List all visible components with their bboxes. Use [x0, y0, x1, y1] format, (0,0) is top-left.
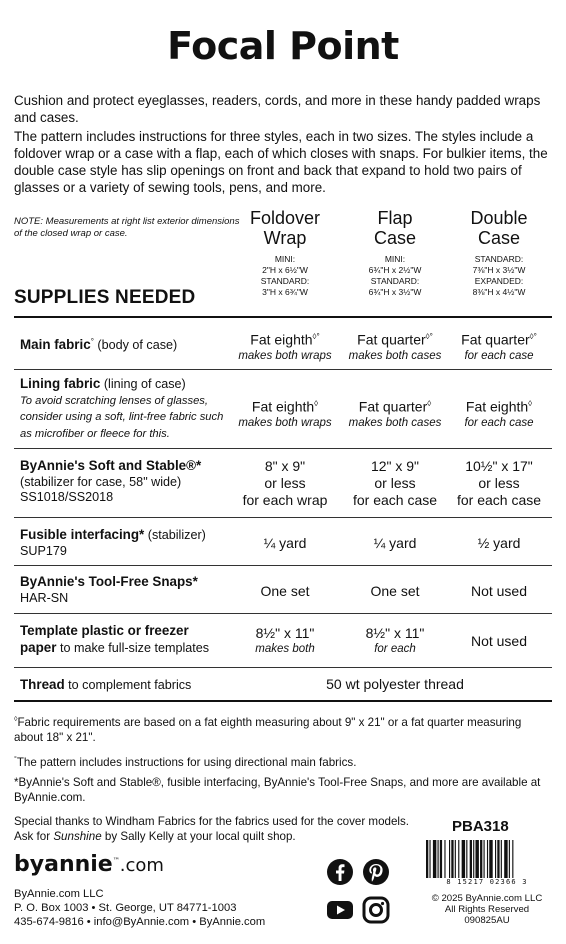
cell-stabilizer-double: 10½" x 17" or less for each case — [456, 458, 542, 508]
row-label-tool-free-snaps: ByAnnie's Tool-Free Snaps* HAR-SN — [20, 574, 198, 605]
barcode-bar — [429, 840, 430, 878]
cell-thread-all: 50 wt polyester thread — [326, 676, 464, 692]
size-dimension: 3"H x 6¾"W — [262, 287, 308, 297]
barcode-bar — [509, 840, 510, 878]
barcode-bar — [438, 840, 439, 878]
cell-stabilizer-wrap: 8" x 9" or less for each wrap — [242, 458, 328, 508]
barcode-bar — [512, 840, 513, 878]
barcode-bar — [433, 840, 436, 878]
cell-template-flap: 8½" x 11" for each — [365, 625, 425, 655]
row-label-thread: Thread to complement fabrics — [20, 677, 192, 692]
barcode-bar — [489, 840, 492, 878]
table-divider — [14, 700, 552, 702]
cell-snaps-double: Not used — [470, 583, 528, 599]
barcode-bar — [504, 840, 507, 878]
footnote-fabric-requirements: ◊Fabric requirements are based on a fat eighth measuring about 9" x 21" or a fat quarter measuring about 18" x 21". — [14, 715, 522, 744]
barcode-bar — [451, 840, 453, 878]
cell-lining-wrap: Fat eighth◊ makes both wraps — [238, 398, 332, 429]
cell-template-wrap: 8½" x 11" makes both — [255, 625, 315, 655]
size-label: MINI: — [384, 254, 406, 264]
size-dimension: 7⅜"H x 3½"W — [472, 265, 526, 275]
intro-paragraph-2: The pattern includes instructions for three styles, each in two sizes. The styles include a foldover wrap or a case with a flap, each of which closes with snaps. For bulkier items, the double case style has slip openings on front and back that expand to hold two pairs of glasses or a variety of sewing tools, pens, and more. — [14, 129, 548, 195]
intro-paragraph-1: Cushion and protect eyeglasses, readers, cords, and more in these handy padded wraps and cases. — [14, 93, 541, 125]
row-label-main-fabric: Main fabric° (body of case) — [20, 337, 178, 353]
barcode-number: 8 15217 02366 3 — [446, 878, 528, 886]
barcode-bar — [458, 840, 459, 878]
barcode-bar — [470, 840, 472, 878]
row-label-soft-and-stable: ByAnnie's Soft and Stable®* (stabilizer for case, 58" wide) SS1018/SS2018 — [20, 458, 202, 504]
size-label: STANDARD: — [260, 276, 310, 286]
cell-fusible-flap: ¼ yard — [373, 535, 417, 551]
instagram-icon[interactable] — [362, 896, 390, 924]
barcode-bar — [462, 840, 465, 878]
copyright-block: © 2025 ByAnnie.com LLC All Rights Reserved 090825AU — [431, 893, 543, 926]
row-label-lining-fabric: Lining fabric (lining of case) To avoid scratching lenses of glasses, consider using a soft, lint-free fabric such as microfiber or fleece for this. — [20, 376, 224, 440]
barcode-bar — [501, 840, 502, 878]
barcode-bar — [466, 840, 467, 878]
facebook-icon[interactable] — [326, 858, 354, 886]
barcode-bar — [440, 840, 442, 878]
cell-lining-double: Fat eighth◊ for each case — [464, 398, 534, 429]
table-divider — [14, 316, 552, 318]
cell-main-fabric-wrap: Fat eighth◊° makes both wraps — [238, 331, 332, 362]
column-name: Case — [477, 228, 521, 248]
barcode-bar — [487, 840, 488, 878]
cell-template-double: Not used — [470, 633, 528, 649]
cell-stabilizer-flap: 12" x 9" or less for each case — [352, 458, 438, 508]
cell-main-fabric-double: Fat quarter◊° for each case — [461, 331, 537, 362]
size-dimension: 8⅜"H x 4½"W — [472, 287, 526, 297]
measurement-note: NOTE: Measurements at right list exterior dimensions of the closed wrap or case. — [14, 216, 240, 239]
pinterest-icon[interactable] — [362, 858, 390, 886]
barcode-bar — [497, 840, 499, 878]
column-header-double-case — [444, 208, 554, 298]
company-address: ByAnnie.com LLC P. O. Box 1003 • St. George, UT 84771-1003 435-674-9816 • info@ByAnnie.com • ByAnnie.com — [14, 888, 266, 928]
cell-fusible-wrap: ¼ yard — [263, 535, 307, 551]
table-divider — [14, 613, 552, 614]
cell-main-fabric-flap: Fat quarter◊° makes both cases — [348, 331, 442, 362]
row-label-template-plastic: Template plastic or freezer paper to make full-size templates — [20, 623, 210, 655]
product-sku: PBA318 — [452, 818, 509, 835]
column-header-foldover-wrap — [230, 208, 340, 298]
column-name: Foldover — [249, 208, 321, 228]
size-dimension: 6¾"H x 2½"W — [368, 265, 422, 275]
youtube-icon[interactable] — [326, 896, 354, 924]
cell-snaps-flap: One set — [370, 583, 420, 599]
barcode-bar — [495, 840, 496, 878]
column-name: Flap — [377, 208, 413, 228]
size-dimension: 6¾"H x 3½"W — [368, 287, 422, 297]
table-divider — [14, 448, 552, 449]
size-label: EXPANDED: — [474, 276, 524, 286]
column-name: Double — [470, 208, 528, 228]
barcode-bar — [426, 840, 428, 878]
footnote-directional-fabrics: °The pattern includes instructions for using directional main fabrics. — [14, 755, 357, 769]
cell-snaps-wrap: One set — [260, 583, 310, 599]
barcode-bar — [480, 840, 482, 878]
barcode-bar — [455, 840, 456, 878]
barcode-bar — [473, 840, 474, 878]
cell-fusible-double: ½ yard — [477, 535, 521, 551]
size-label: STANDARD: — [474, 254, 524, 264]
table-divider — [14, 369, 552, 370]
supplies-heading: SUPPLIES NEEDED — [14, 287, 196, 308]
upc-barcode — [422, 838, 552, 882]
size-dimension: 2"H x 6½"W — [262, 265, 308, 275]
size-label: MINI: — [274, 254, 296, 264]
barcode-bar — [484, 840, 485, 878]
table-divider — [14, 565, 552, 566]
table-divider — [14, 517, 552, 518]
column-name: Case — [373, 228, 417, 248]
column-header-flap-case — [340, 208, 450, 298]
footnote-available-products: *ByAnnie's Soft and Stable®, fusible interfacing, ByAnnie's Tool-Free Snaps, and more are available at ByAnnie.com. — [14, 776, 541, 804]
column-name: Wrap — [263, 228, 307, 248]
size-label: STANDARD: — [370, 276, 420, 286]
barcode-bar — [444, 840, 445, 878]
page-title: Focal Point — [167, 24, 399, 68]
cell-lining-flap: Fat quarter◊ makes both cases — [348, 398, 442, 429]
table-divider — [14, 667, 552, 668]
barcode-bar — [475, 840, 478, 878]
byannie-logo: byannie™.com — [14, 852, 164, 877]
row-label-fusible-interfacing: Fusible interfacing* (stabilizer) SUP179 — [20, 527, 206, 558]
special-thanks: Special thanks to Windham Fabrics for the fabrics used for the cover models. Ask for Sunshine by Sally Kelly at your local quilt shop. — [14, 815, 410, 843]
barcode-bar — [449, 840, 450, 878]
